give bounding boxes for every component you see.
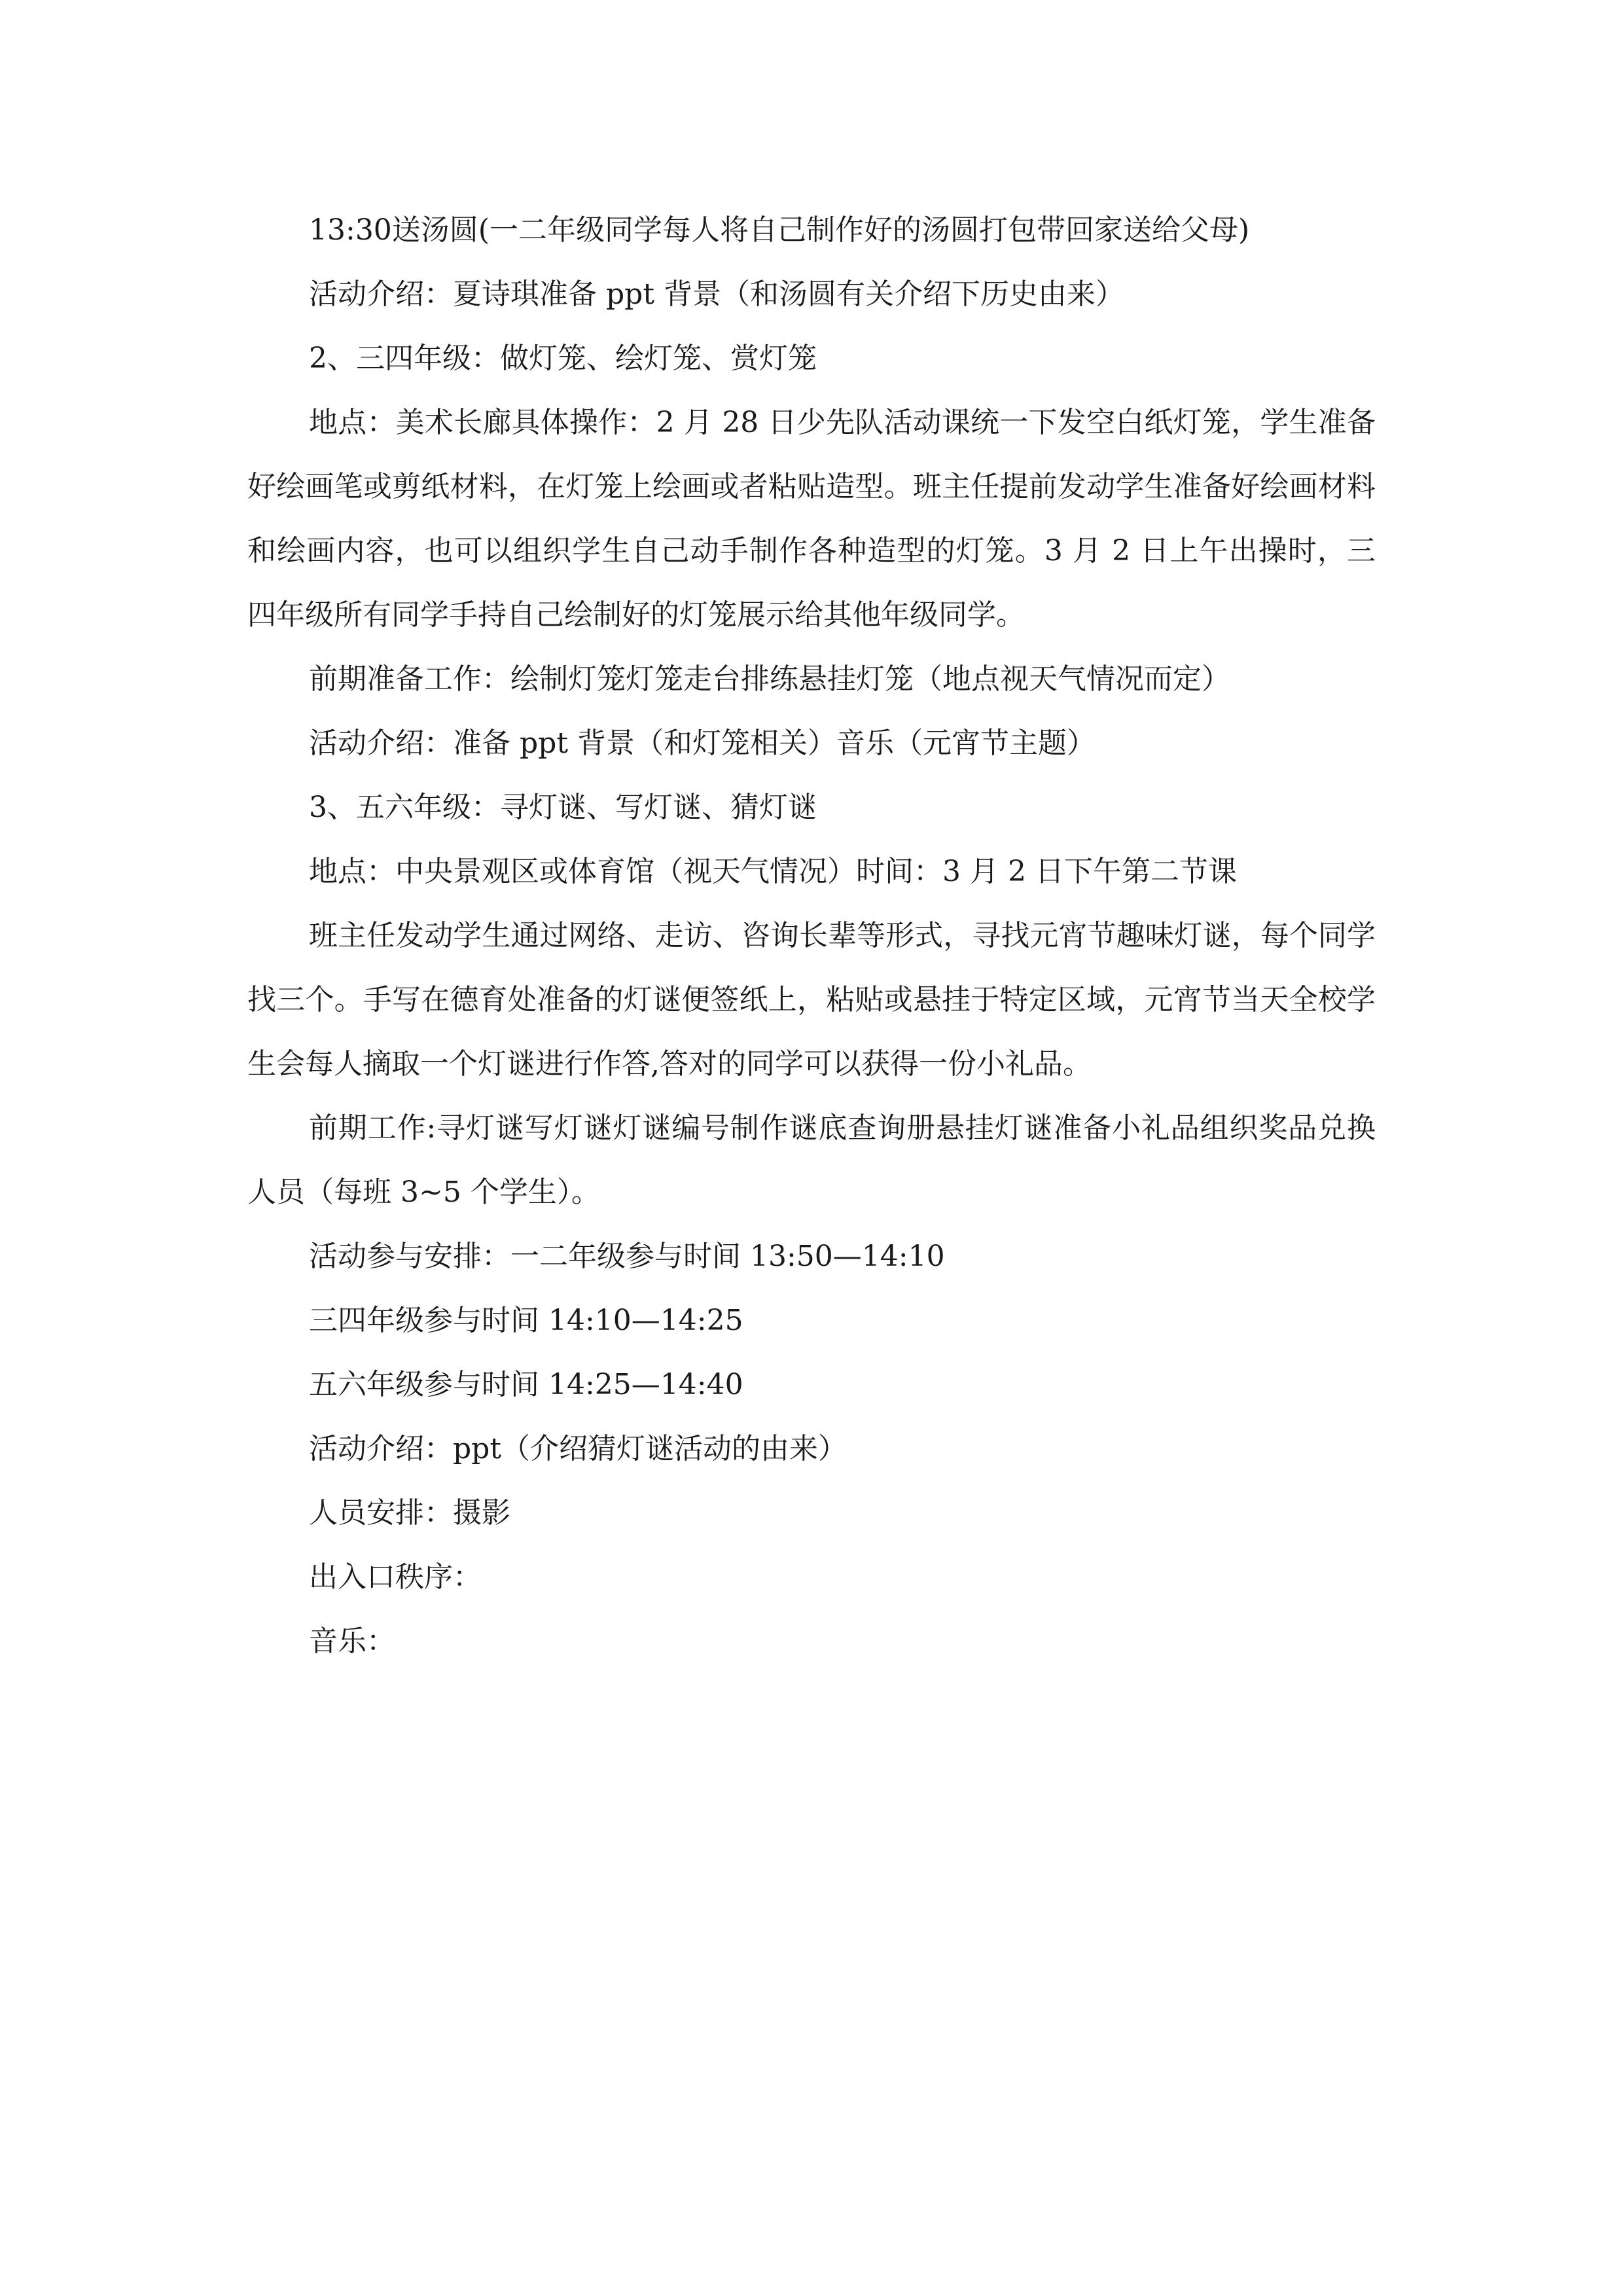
paragraph-schedule-grade34: 三四年级参与时间 14:10—14:25 [309,1304,743,1337]
paragraph-staff: 人员安排：摄影 [309,1496,510,1530]
paragraph-grade34-location: 地点：美术长廊具体操作：2 月 28 日少先队活动课统一下发空白纸灯笼，学生准备好绘画笔或剪纸材料，在灯笼上绘画或者粘贴造型。班主任提前发动学生准备好绘画材料和绘画内容，也可以组织学生自己动手制作各种造型的灯笼。3 月 2 日上午出操时，三四年级所有同学手持自己绘制好的灯笼展示给其他年级同学。 [247,406,1376,632]
paragraph-grade56-riddles: 班主任发动学生通过网络、走访、咨询长辈等形式，寻找元宵节趣味灯谜，每个同学找三个。手写在德育处准备的灯谜便签纸上，粘贴或悬挂于特定区域，元宵节当天全校学生会每人摘取一个灯谜进行作答,答对的同学可以获得一份小礼品。 [247,919,1376,1081]
paragraph-grade34-intro: 活动介绍：准备 ppt 背景（和灯笼相关）音乐（元宵节主题） [309,726,1096,760]
paragraph-tangyuan-delivery: 13:30送汤圆(一二年级同学每人将自己制作好的汤圆打包带回家送给父母) [309,213,1250,247]
document-body [247,198,1376,1674]
paragraph-schedule-grade12: 活动参与安排：一二年级参与时间 13:50—14:10 [309,1240,945,1273]
paragraph-grade34-preparation: 前期准备工作：绘制灯笼灯笼走台排练悬挂灯笼（地点视天气情况而定） [309,662,1230,696]
paragraph-music: 音乐： [309,1624,395,1658]
paragraph-grade34-heading: 2、三四年级：做灯笼、绘灯笼、赏灯笼 [309,342,817,375]
paragraph-entrance-order: 出入口秩序： [309,1560,482,1594]
paragraph-grade56-location: 地点：中央景观区或体育馆（视天气情况）时间：3 月 2 日下午第二节课 [309,855,1237,888]
paragraph-grade56-preparation: 前期工作:寻灯谜写灯谜灯谜编号制作谜底查询册悬挂灯谜准备小礼品组织奖品兑换人员（每班 3~5 个学生）。 [247,1111,1376,1209]
paragraph-schedule-grade56: 五六年级参与时间 14:25—14:40 [309,1368,743,1401]
paragraph-grade56-heading: 3、五六年级：寻灯谜、写灯谜、猜灯谜 [309,791,817,824]
paragraph-tangyuan-intro: 活动介绍：夏诗琪准备 ppt 背景（和汤圆有关介绍下历史由来） [309,278,1124,311]
paragraph-riddle-intro: 活动介绍：ppt（介绍猜灯谜活动的由来） [309,1432,847,1465]
